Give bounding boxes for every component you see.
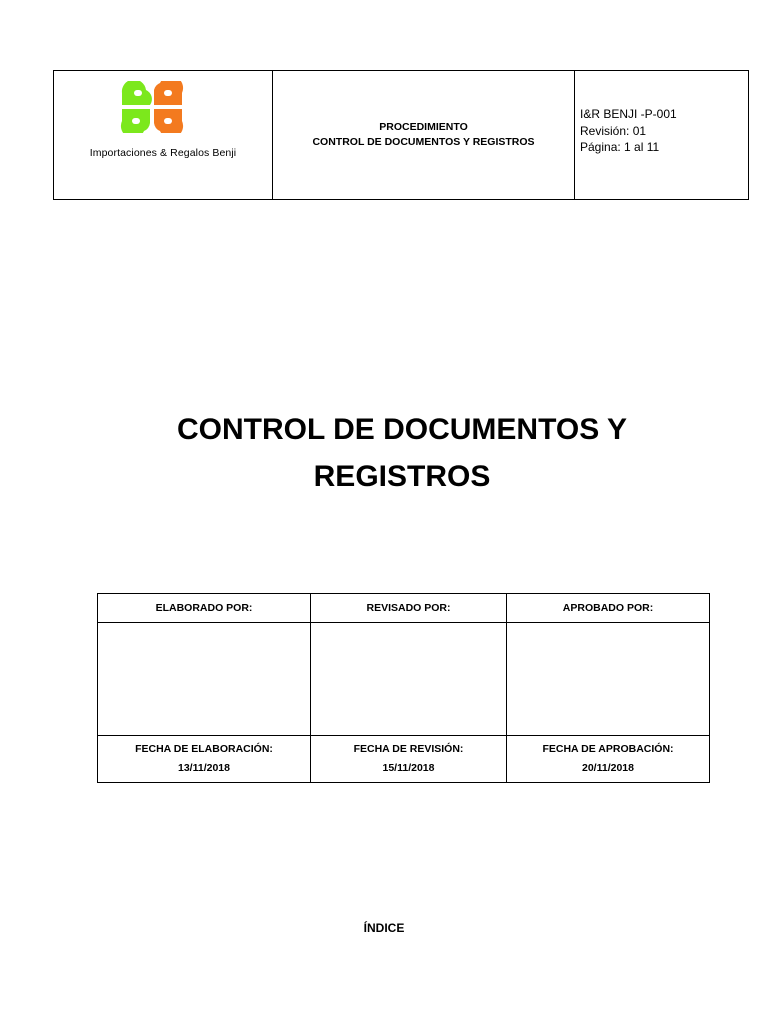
signature-row (98, 623, 710, 736)
document-page: Página: 1 al 11 (580, 140, 660, 154)
approval-header-row (98, 594, 710, 623)
company-name: Importaciones & Regalos Benji (89, 147, 237, 159)
document-revision: Revisión: 01 (580, 123, 647, 138)
title-line-1: CONTROL DE DOCUMENTOS Y (176, 413, 628, 446)
index-heading: ÍNDICE (363, 921, 405, 935)
revision-date-cell (311, 736, 507, 783)
approval-date-cell (507, 736, 710, 783)
header-logo-cell (54, 71, 273, 199)
title-line-2: REGISTROS (313, 460, 491, 493)
approved-signature-cell (507, 623, 710, 736)
elaboration-date-value: 13/11/2018 (178, 762, 230, 774)
approval-date-value: 20/11/2018 (582, 762, 634, 774)
elaborated-by-header: ELABORADO POR: (98, 594, 311, 623)
dates-row (98, 736, 710, 783)
header-info-cell (575, 71, 748, 199)
approval-table (97, 593, 710, 783)
document-code: I&R BENJI -P-001 (580, 107, 677, 121)
procedure-title: CONTROL DE DOCUMENTOS Y REGISTROS (312, 136, 535, 148)
reviewed-by-header: REVISADO POR: (311, 594, 507, 623)
elaboration-date-label: FECHA DE ELABORACIÓN: (135, 743, 273, 755)
elaborated-signature-cell (98, 623, 311, 736)
document-title (100, 406, 704, 500)
reviewed-signature-cell (311, 623, 507, 736)
procedure-label: PROCEDIMIENTO (379, 121, 468, 133)
revision-date-value: 15/11/2018 (382, 762, 435, 774)
approval-date-label: FECHA DE APROBACIÓN: (542, 743, 674, 755)
document-header (53, 70, 749, 200)
approved-by-header: APROBADO POR: (507, 594, 710, 623)
elaboration-date-cell (98, 736, 311, 783)
company-logo-icon (120, 81, 184, 133)
revision-date-label: FECHA DE REVISIÓN: (353, 743, 464, 755)
header-title-cell (273, 71, 575, 199)
